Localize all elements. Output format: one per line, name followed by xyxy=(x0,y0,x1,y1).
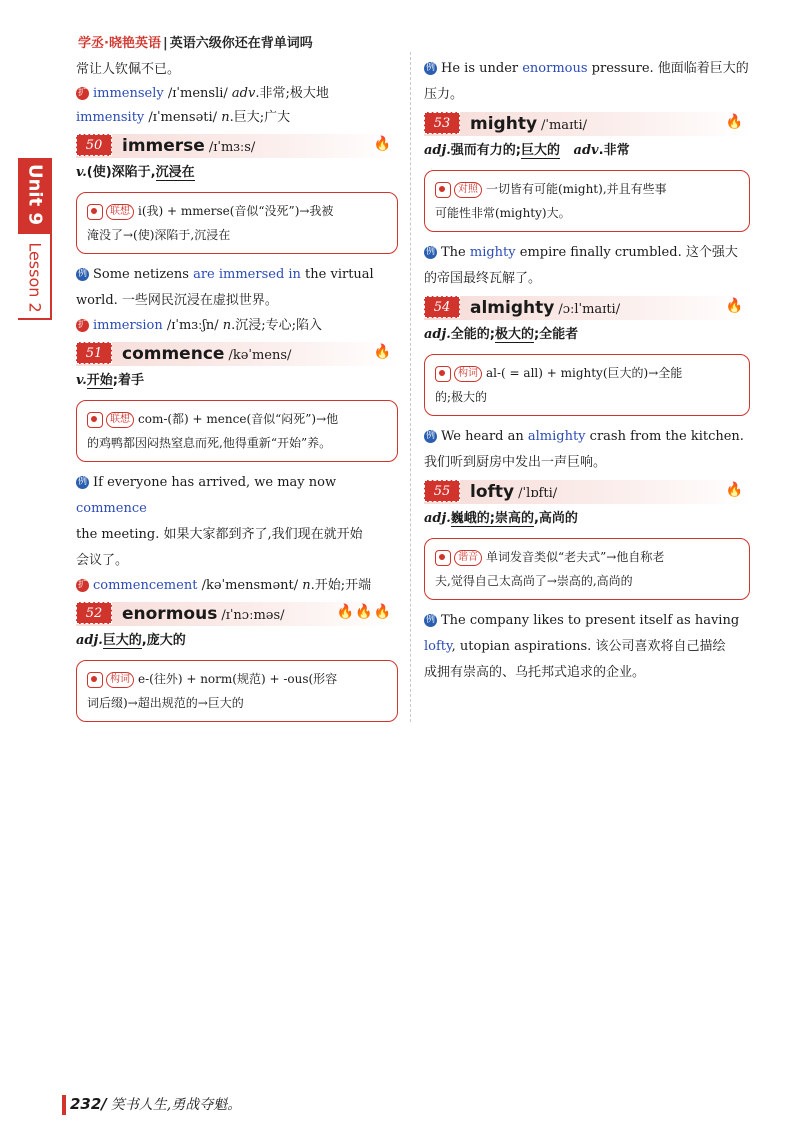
flame-icon: 🔥 xyxy=(725,114,744,130)
word-header-52 xyxy=(76,602,398,626)
word-header-50 xyxy=(76,134,398,158)
memory-icon xyxy=(87,204,103,220)
page-number: 232/ xyxy=(70,1095,107,1113)
memory-icon xyxy=(87,412,103,428)
example-icon: 例 xyxy=(425,247,435,257)
memory-icon xyxy=(435,550,451,566)
example-sentence: 例 We heard an almighty crash from the kitchen. 我们听到厨房中发出一声巨响。 xyxy=(424,429,744,470)
example-icon: 例 xyxy=(425,431,435,441)
left-column xyxy=(76,58,398,730)
example-sentence: 例 Some netizens are immersed in the virtual world. 一些网民沉浸在虚拟世界。 xyxy=(76,267,374,308)
word-number: 52 xyxy=(76,602,112,624)
headword: commence /kəˈmens/ xyxy=(122,344,292,364)
word-number: 55 xyxy=(424,480,460,502)
flame-icon: 🔥 xyxy=(725,482,744,498)
headword: almighty /ɔːlˈmaɪti/ xyxy=(470,298,621,318)
headword: lofty /ˈlɒfti/ xyxy=(470,482,558,502)
headword: immerse /ɪˈmɜːs/ xyxy=(122,136,256,156)
memory-tip-box: 谐音 单词发音类似“老夫式”→他自称老 夫,觉得自己太高尚了→崇高的,高尚的 xyxy=(424,538,750,600)
memory-tip-box: 联想 i(我) + mmerse(音似“没死”)→我被 淹没了→(使)深陷于,沉浸在 xyxy=(76,192,398,254)
extension-icon: 扩 xyxy=(77,580,87,590)
extension-entry: 扩 immensely /ɪˈmensli/ adv.非常;极大地 xyxy=(77,86,329,101)
memory-tip-box: 构词 al-( = all) + mighty(巨大的)→全能 的;极大的 xyxy=(424,354,750,416)
extension-entry: 扩 immersion /ɪˈmɜːʃn/ n.沉浸;专心;陷入 xyxy=(77,318,323,333)
word-header-54 xyxy=(424,296,750,320)
definition: adj.全能的;极大的;全能者 xyxy=(424,327,579,342)
tip-tag: 联想 xyxy=(106,204,134,220)
definition: adj.强而有力的;巨大的 adv.非常 xyxy=(424,143,630,158)
definition: v.(使)深陷于,沉浸在 xyxy=(76,165,195,180)
memory-tip-box: 构词 e-(往外) + norm(规范) + -ous(形容 词后缀)→超出规范的→巨大的 xyxy=(76,660,398,722)
right-column xyxy=(424,58,750,686)
word-header-53 xyxy=(424,112,750,136)
tip-tag: 谐音 xyxy=(454,550,482,566)
definition: adj.巨大的,庞大的 xyxy=(76,633,186,648)
headword: mighty /ˈmaɪti/ xyxy=(470,114,587,134)
definition: v.开始;着手 xyxy=(76,373,144,388)
flame-icon: 🔥🔥🔥 xyxy=(336,604,392,620)
memory-tip-box: 对照 一切皆有可能(might),并且有些事 可能性非常(mighty)大。 xyxy=(424,170,750,232)
example-icon: 例 xyxy=(77,477,87,487)
flame-icon: 🔥 xyxy=(373,136,392,152)
example-icon: 例 xyxy=(425,615,435,625)
extension-entry: immensity /ɪˈmensəti/ n.巨大;广大 xyxy=(76,110,291,125)
memory-icon xyxy=(435,182,451,198)
word-header-51 xyxy=(76,342,398,366)
example-icon: 例 xyxy=(77,269,87,279)
definition: adj.巍峨的;崇高的,高尚的 xyxy=(424,511,578,526)
page-header: 学丞·晓艳英语 | 英语六级你还在背单词吗 xyxy=(78,36,313,51)
word-header-55 xyxy=(424,480,750,504)
extension-entry: 扩 commencement /kəˈmensmənt/ n.开始;开端 xyxy=(77,578,372,593)
footer-slogan: 笑书人生,勇战夺魁。 xyxy=(110,1097,242,1113)
flame-icon: 🔥 xyxy=(725,298,744,314)
headword: enormous /ɪˈnɔːməs/ xyxy=(122,604,285,624)
column-divider xyxy=(410,52,411,722)
example-sentence: 例 He is under enormous pressure. 他面临着巨大的 压力。 xyxy=(424,61,749,102)
page-footer xyxy=(62,1094,241,1115)
intro-text: 常让人钦佩不已。 xyxy=(76,62,181,77)
tip-tag: 构词 xyxy=(106,672,134,688)
memory-icon xyxy=(435,366,451,382)
memory-tip-box: 联想 com-(都) + mence(音似“闷死”)→他 的鸡鸭都因闷热窒息而死,他得重新“开始”养。 xyxy=(76,400,398,462)
example-sentence: 例 If everyone has arrived, we may now commence the meeting. 如果大家都到齐了,我们现在就开始 会议了。 xyxy=(76,475,363,568)
lesson-label: Lesson 2 xyxy=(25,242,45,313)
word-number: 50 xyxy=(76,134,112,156)
example-icon: 例 xyxy=(425,63,435,73)
word-number: 51 xyxy=(76,342,112,364)
extension-icon: 扩 xyxy=(77,320,87,330)
tip-tag: 对照 xyxy=(454,182,482,198)
book-title: 英语六级你还在背单词吗 xyxy=(169,36,313,51)
memory-icon xyxy=(87,672,103,688)
unit-label: Unit 9 xyxy=(24,164,46,225)
footer-bar xyxy=(62,1095,66,1115)
tip-tag: 构词 xyxy=(454,366,482,382)
brand-name: 学丞·晓艳英语 xyxy=(78,36,161,51)
example-sentence: 例 The company likes to present itself as having lofty, utopian aspirations. 该公司喜欢将自己描绘 成拥有崇高的、乌托邦式追求的企业。 xyxy=(424,613,740,680)
extension-icon: 扩 xyxy=(77,88,87,98)
word-number: 53 xyxy=(424,112,460,134)
tip-tag: 联想 xyxy=(106,412,134,428)
example-sentence: 例 The mighty empire finally crumbled. 这个强大 的帝国最终瓦解了。 xyxy=(424,245,738,286)
unit-side-tab xyxy=(18,158,52,320)
word-number: 54 xyxy=(424,296,460,318)
flame-icon: 🔥 xyxy=(373,344,392,360)
